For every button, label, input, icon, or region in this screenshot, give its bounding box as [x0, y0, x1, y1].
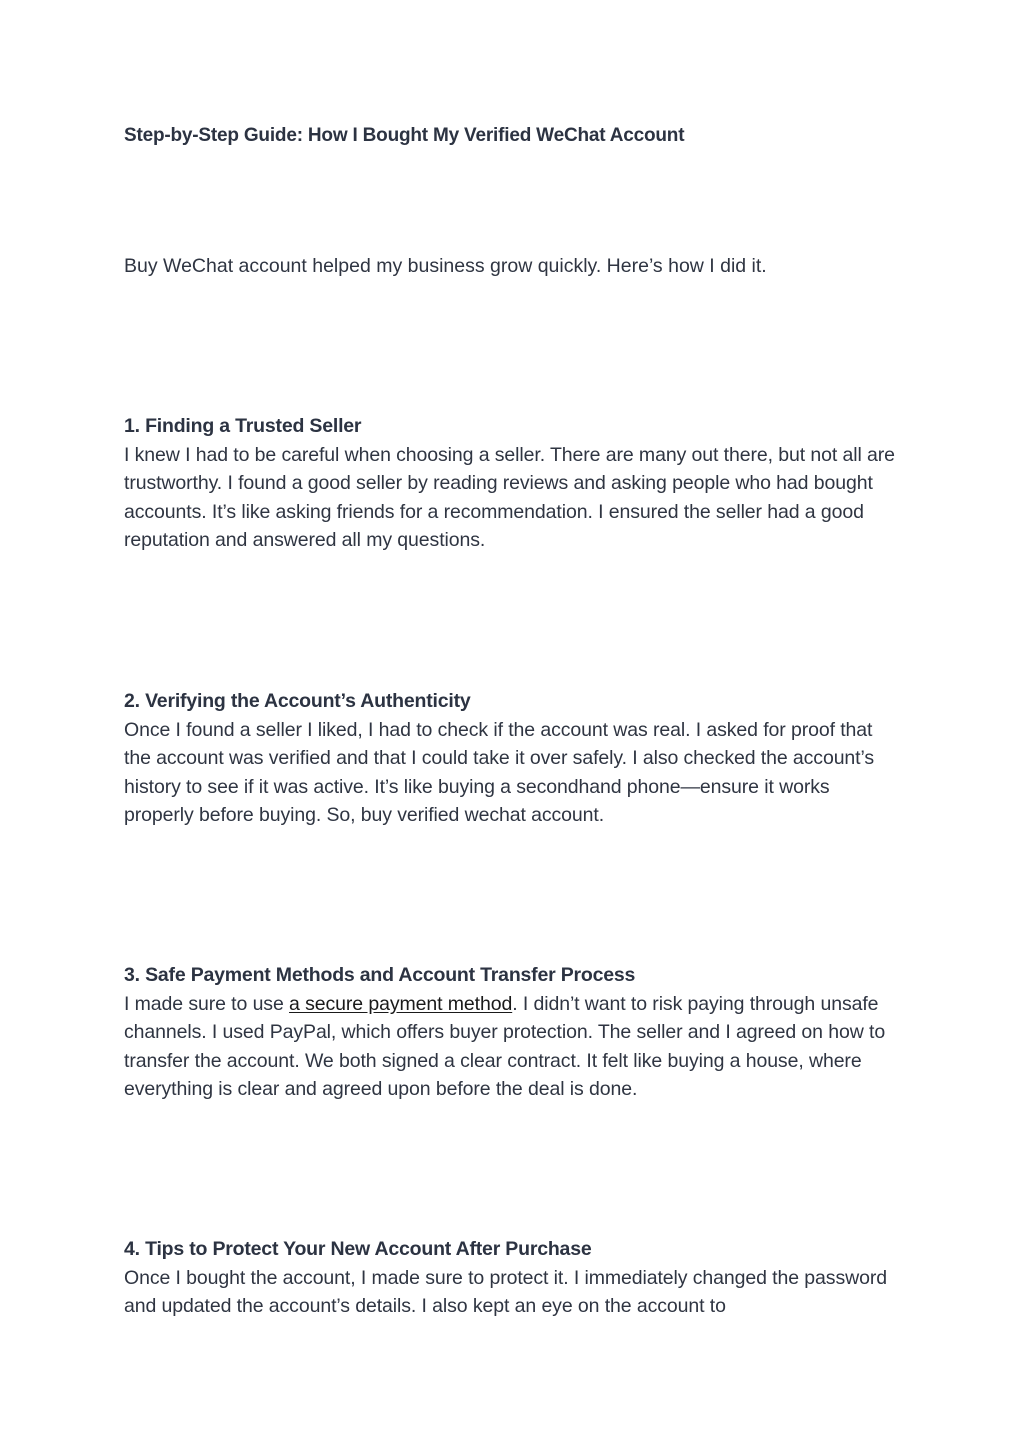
section-verifying-authenticity — [124, 687, 904, 830]
section-protect-account — [124, 1235, 904, 1321]
section-body — [124, 990, 904, 1104]
section-heading: 1. Finding a Trusted Seller — [124, 415, 362, 437]
section-heading: 2. Verifying the Account’s Authenticity — [124, 690, 471, 712]
section-finding-trusted-seller — [124, 412, 904, 555]
section-body-text: I made sure to use — [124, 992, 290, 1015]
section-body: I knew I had to be careful when choosing a seller. There are many out there, but not all are trustworthy. I found a good seller by reading reviews and asking people who had bought accounts. It’s like asking friends for a recommendation. I ensured the seller had a good reputation and answered all my questions. — [124, 443, 895, 551]
section-body-text: . I didn’t want to risk paying through unsafe channels. I used PayPal, which offers buyer protection. The seller and I agreed on how to transfer the account. We both signed a clear contract. It felt like buying a house, where everything is clear and agreed upon before the deal is done. — [124, 992, 886, 1100]
document-title: Step-by-Step Guide: How I Bought My Verified WeChat Account — [124, 125, 685, 146]
secure-payment-method-link[interactable]: a secure payment method — [289, 992, 513, 1015]
section-body: Once I found a seller I liked, I had to check if the account was real. I asked for proof that the account was verified and that I could take it over safely. I also checked the account’s history to see if it was active. It’s like buying a secondhand phone—ensure it works properly before buying. So, buy verified wechat account. — [124, 718, 875, 826]
section-body: Once I bought the account, I made sure to protect it. I immediately changed the password and updated the account’s details. I also kept an eye on the account to — [124, 1266, 887, 1317]
intro-paragraph: Buy WeChat account helped my business grow quickly. Here’s how I did it. — [124, 255, 767, 277]
section-safe-payment — [124, 961, 904, 1104]
section-heading: 4. Tips to Protect Your New Account After Purchase — [124, 1238, 592, 1260]
section-heading: 3. Safe Payment Methods and Account Transfer Process — [124, 964, 636, 986]
